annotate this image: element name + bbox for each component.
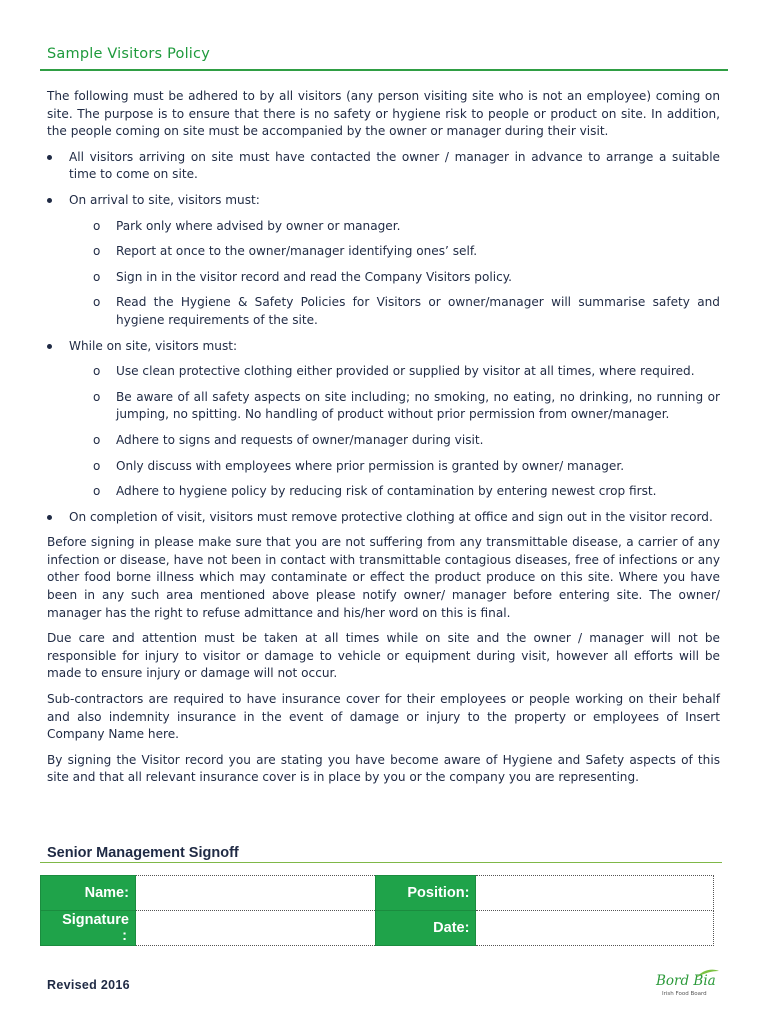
sub-list-item: o Only discuss with employees where prior permission is granted by owner/ manager. [69, 458, 720, 476]
position-label: Position: [376, 876, 476, 911]
sub-list-item: o Report at once to the owner/manager identifying ones’ self. [69, 243, 720, 261]
signature-field[interactable] [135, 911, 376, 946]
sub-list-item: o Be aware of all safety aspects on site including; no smoking, no eating, no drinking, no running or jumping, no spitting. No handling of product without prior permission from owner/manager. [93, 389, 720, 422]
bullet-icon [47, 515, 52, 520]
page-title: Sample Visitors Policy [47, 46, 210, 62]
list-item [47, 338, 720, 501]
table-row [41, 911, 714, 946]
intro-paragraph: The following must be adhered to by all visitors (any person visiting site who is not an employee) coming on site. The purpose is to ensure that there is no safety or hygiene risk to people or product on site. In addition, the people coming on site must be accompanied by the owner or manager during their visit. [47, 89, 720, 139]
health-paragraph: Before signing in please make sure that you are not suffering from any transmittable disease, a carrier of any infection or disease, have not been in contact with transmittable contagious diseases, free of infections or any other food borne illness which may contaminate or effect the product produce on this site. Where you have been in any such area mentioned above please notify owner/ manager before entering site. The owner/ manager has the right to refuse admittance and his/her word on this is final. [47, 535, 720, 620]
bullet-icon [47, 344, 52, 349]
circle-bullet-icon: o [93, 295, 101, 310]
sub-list-item: o Sign in in the visitor record and read the Company Visitors policy. [69, 269, 720, 287]
circle-bullet-icon: o [93, 218, 101, 233]
circle-bullet-icon: o [93, 432, 101, 447]
bullet-text: All visitors arriving on site must have contacted the owner / manager in advance to arrange a suitable time to come on site. [69, 149, 720, 182]
sub-list-item: o Adhere to hygiene policy by reducing risk of contamination by entering newest crop first. [69, 483, 720, 501]
date-label: Date: [376, 911, 476, 946]
bullet-icon [47, 155, 52, 160]
name-label: Name: [41, 876, 136, 911]
bullet-icon [47, 198, 52, 203]
title-divider [40, 69, 728, 71]
bord-bia-logo [656, 970, 720, 1002]
circle-bullet-icon: o [93, 269, 101, 284]
circle-bullet-icon: o [93, 244, 101, 259]
name-field[interactable] [135, 876, 376, 911]
list-item [47, 192, 720, 330]
policy-body [47, 88, 720, 795]
onsite-sub-list [69, 363, 720, 501]
signoff-heading: Senior Management Signoff [47, 845, 239, 861]
signoff-table [40, 875, 714, 946]
policy-bullet-list [47, 149, 720, 527]
liability-paragraph: Due care and attention must be taken at all times while on site and the owner / manager will not be responsible for injury to visitor or damage to vehicle or equipment during visit, however all efforts will be made to ensure injury or damage will not occur. [47, 631, 720, 681]
acknowledgement-paragraph: By signing the Visitor record you are stating you have become aware of Hygiene and Safety aspects of this site and that all relevant insurance cover is in place by you or the company you are representing. [47, 752, 720, 785]
list-item [47, 149, 720, 184]
insurance-paragraph: Sub-contractors are required to have insurance cover for their employees or people working on their behalf and also indemnity insurance in the event of damage or injury to the property or employees of Insert Company Name here. [47, 692, 720, 742]
bullet-text: On arrival to site, visitors must: [69, 192, 260, 207]
signoff-divider [40, 862, 722, 863]
arrival-sub-list [69, 218, 720, 330]
signature-label: Signature : [41, 911, 136, 946]
circle-bullet-icon: o [93, 458, 101, 473]
date-field[interactable] [476, 911, 714, 946]
revision-note: Revised 2016 [47, 978, 130, 992]
bullet-text: On completion of visit, visitors must remove protective clothing at office and sign out in the visitor record. [69, 509, 713, 524]
sub-list-item: o Park only where advised by owner or manager. [69, 218, 720, 236]
circle-bullet-icon: o [93, 389, 101, 404]
logo-subtext: Irish Food Board [662, 991, 707, 997]
sub-list-item: o Adhere to signs and requests of owner/manager during visit. [69, 432, 720, 450]
position-field[interactable] [476, 876, 714, 911]
table-row [41, 876, 714, 911]
circle-bullet-icon: o [93, 364, 101, 379]
circle-bullet-icon: o [93, 484, 101, 499]
logo-brand-text: Bord Bia [656, 973, 716, 989]
sub-list-item: o Read the Hygiene & Safety Policies for Visitors or owner/manager will summarise safety and hygiene requirements of the site. [93, 295, 720, 327]
list-item [47, 509, 720, 527]
sub-list-item: o Use clean protective clothing either provided or supplied by visitor at all times, where required. [69, 363, 720, 381]
bullet-text: While on site, visitors must: [69, 338, 238, 353]
